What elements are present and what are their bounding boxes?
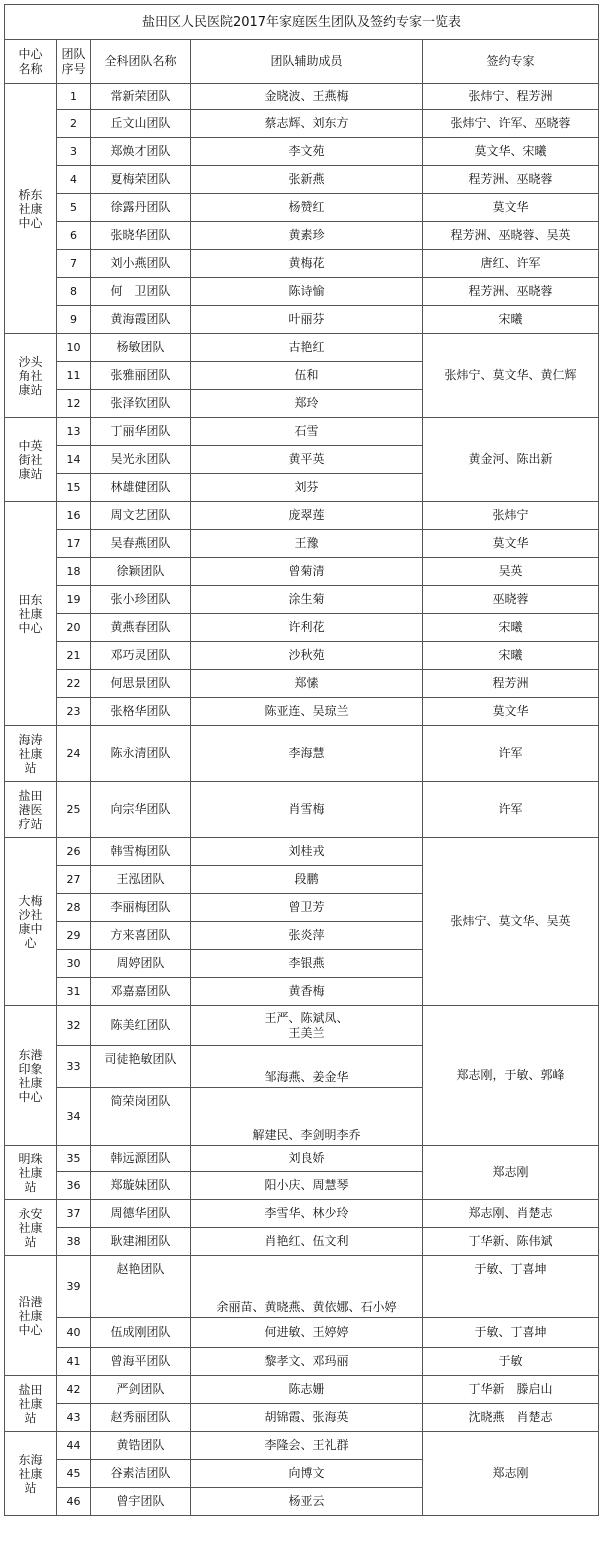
center-name-cell: 盐田 社康 站 — [5, 1376, 57, 1432]
table-row — [5, 1146, 599, 1172]
signed-experts-cell: 于敏、丁喜坤 — [423, 1256, 599, 1318]
team-name-cell: 陈永清团队 — [91, 726, 191, 782]
team-assistants-cell: 李海慧 — [191, 726, 423, 782]
signed-experts-cell: 宋曦 — [423, 306, 599, 334]
signed-experts-cell: 张炜宁、许军、巫晓蓉 — [423, 110, 599, 138]
team-number-cell: 24 — [57, 726, 91, 782]
header-row — [5, 40, 599, 84]
team-number-cell: 13 — [57, 418, 91, 446]
team-number-cell: 36 — [57, 1172, 91, 1200]
team-assistants-cell: 陈志姗 — [191, 1376, 423, 1404]
table-row — [5, 278, 599, 306]
team-assistants-cell: 杨亚云 — [191, 1488, 423, 1516]
team-assistants-cell: 解建民、李剑明李乔 — [191, 1088, 423, 1146]
team-number-cell: 30 — [57, 950, 91, 978]
team-assistants-cell: 刘芬 — [191, 474, 423, 502]
table-row — [5, 138, 599, 166]
signed-experts-cell: 许军 — [423, 726, 599, 782]
team-name-cell: 杨敏团队 — [91, 334, 191, 362]
table-row — [5, 838, 599, 866]
team-number-cell: 42 — [57, 1376, 91, 1404]
table-row — [5, 1200, 599, 1228]
team-name-cell: 谷素洁团队 — [91, 1460, 191, 1488]
team-assistants-cell: 刘良娇 — [191, 1146, 423, 1172]
table-row — [5, 1376, 599, 1404]
signed-experts-cell: 郑志刚，于敏、郭峰 — [423, 1006, 599, 1146]
team-number-cell: 5 — [57, 194, 91, 222]
team-assistants-cell: 郑愫 — [191, 670, 423, 698]
team-number-cell: 2 — [57, 110, 91, 138]
table-row — [5, 1318, 599, 1348]
center-name-cell: 沿港 社康 中心 — [5, 1256, 57, 1376]
team-number-cell: 14 — [57, 446, 91, 474]
signed-experts-cell: 程芳洲、巫晓蓉 — [423, 166, 599, 194]
team-name-cell: 邓巧灵团队 — [91, 642, 191, 670]
team-name-cell: 张泽钦团队 — [91, 390, 191, 418]
team-number-cell: 43 — [57, 1404, 91, 1432]
table-row — [5, 726, 599, 782]
team-assistants-cell: 王严、陈斌凤、 王美兰 — [191, 1006, 423, 1046]
table-row — [5, 1404, 599, 1432]
team-number-cell: 46 — [57, 1488, 91, 1516]
center-name-cell: 海涛 社康 站 — [5, 726, 57, 782]
team-number-cell: 35 — [57, 1146, 91, 1172]
team-name-cell: 韩远源团队 — [91, 1146, 191, 1172]
team-assistants-cell: 肖艳红、伍文利 — [191, 1228, 423, 1256]
team-name-cell: 方来喜团队 — [91, 922, 191, 950]
team-name-cell: 韩雪梅团队 — [91, 838, 191, 866]
team-name-cell: 耿建湘团队 — [91, 1228, 191, 1256]
header-team-name: 全科团队名称 — [91, 40, 191, 84]
team-assistants-cell: 郑玲 — [191, 390, 423, 418]
team-assistants-cell: 张新燕 — [191, 166, 423, 194]
team-name-cell: 夏梅荣团队 — [91, 166, 191, 194]
team-name-cell: 赵秀丽团队 — [91, 1404, 191, 1432]
center-name-cell: 中英 街社 康站 — [5, 418, 57, 502]
team-assistants-cell: 余丽苗、黄晓燕、黄依娜、石小婷 — [191, 1256, 423, 1318]
team-assistants-cell: 蔡志辉、刘东方 — [191, 110, 423, 138]
signed-experts-cell: 程芳洲、巫晓蓉 — [423, 278, 599, 306]
team-number-cell: 45 — [57, 1460, 91, 1488]
team-number-cell: 31 — [57, 978, 91, 1006]
expert-team-table — [4, 4, 599, 1516]
signed-experts-cell: 丁华新、陈伟斌 — [423, 1228, 599, 1256]
signed-experts-cell: 程芳洲、巫晓蓉、吴英 — [423, 222, 599, 250]
team-name-cell: 曾海平团队 — [91, 1348, 191, 1376]
team-number-cell: 40 — [57, 1318, 91, 1348]
signed-experts-cell: 于敏、丁喜坤 — [423, 1318, 599, 1348]
table-row — [5, 110, 599, 138]
signed-experts-cell: 于敏 — [423, 1348, 599, 1376]
team-name-cell: 吴春燕团队 — [91, 530, 191, 558]
table-row — [5, 502, 599, 530]
signed-experts-cell: 宋曦 — [423, 614, 599, 642]
team-assistants-cell: 叶丽芬 — [191, 306, 423, 334]
team-name-cell: 周德华团队 — [91, 1200, 191, 1228]
team-assistants-cell: 曾菊清 — [191, 558, 423, 586]
signed-experts-cell: 莫文华 — [423, 530, 599, 558]
signed-experts-cell: 张炜宁、莫文华、吴英 — [423, 838, 599, 1006]
team-number-cell: 15 — [57, 474, 91, 502]
table-row — [5, 586, 599, 614]
signed-experts-cell: 许军 — [423, 782, 599, 838]
title-row — [5, 5, 599, 40]
center-name-cell: 盐田 港医 疗站 — [5, 782, 57, 838]
team-assistants-cell: 黎孝文、邓玛丽 — [191, 1348, 423, 1376]
center-name-cell: 田东 社康 中心 — [5, 502, 57, 726]
team-number-cell: 18 — [57, 558, 91, 586]
team-number-cell: 22 — [57, 670, 91, 698]
team-number-cell: 11 — [57, 362, 91, 390]
team-assistants-cell: 黄香梅 — [191, 978, 423, 1006]
team-number-cell: 27 — [57, 866, 91, 894]
table-row — [5, 642, 599, 670]
header-center-name: 中心 名称 — [5, 40, 57, 84]
table-row — [5, 334, 599, 362]
signed-experts-cell: 巫晓蓉 — [423, 586, 599, 614]
team-number-cell: 17 — [57, 530, 91, 558]
signed-experts-cell: 郑志刚 — [423, 1146, 599, 1200]
team-number-cell: 8 — [57, 278, 91, 306]
team-assistants-cell: 杨赞红 — [191, 194, 423, 222]
team-number-cell: 32 — [57, 1006, 91, 1046]
team-number-cell: 12 — [57, 390, 91, 418]
team-assistants-cell: 石雪 — [191, 418, 423, 446]
team-number-cell: 39 — [57, 1256, 91, 1318]
team-assistants-cell: 伍和 — [191, 362, 423, 390]
team-assistants-cell: 曾卫芳 — [191, 894, 423, 922]
table-title: 盐田区人民医院2017年家庭医生团队及签约专家一览表 — [5, 5, 599, 40]
team-name-cell: 向宗华团队 — [91, 782, 191, 838]
team-number-cell: 34 — [57, 1088, 91, 1146]
center-name-cell: 大梅 沙社 康中 心 — [5, 838, 57, 1006]
center-name-cell: 沙头 角社 康站 — [5, 334, 57, 418]
team-name-cell: 刘小燕团队 — [91, 250, 191, 278]
signed-experts-cell: 莫文华 — [423, 698, 599, 726]
center-name-cell: 东海 社康 站 — [5, 1432, 57, 1516]
team-number-cell: 41 — [57, 1348, 91, 1376]
team-name-cell: 丁丽华团队 — [91, 418, 191, 446]
team-name-cell: 周文艺团队 — [91, 502, 191, 530]
signed-experts-cell: 宋曦 — [423, 642, 599, 670]
team-name-cell: 吴光永团队 — [91, 446, 191, 474]
signed-experts-cell: 唐红、许军 — [423, 250, 599, 278]
team-name-cell: 张格华团队 — [91, 698, 191, 726]
team-name-cell: 简荣岗团队 — [91, 1088, 191, 1146]
center-name-cell: 桥东 社康 中心 — [5, 84, 57, 334]
team-assistants-cell: 黄梅花 — [191, 250, 423, 278]
team-name-cell: 司徒艳敏团队 — [91, 1046, 191, 1088]
team-number-cell: 33 — [57, 1046, 91, 1088]
team-name-cell: 郑焕才团队 — [91, 138, 191, 166]
team-assistants-cell: 陈诗愉 — [191, 278, 423, 306]
team-assistants-cell: 王豫 — [191, 530, 423, 558]
signed-experts-cell: 丁华新 滕启山 — [423, 1376, 599, 1404]
signed-experts-cell: 郑志刚 — [423, 1432, 599, 1516]
team-assistants-cell: 阳小庆、周慧琴 — [191, 1172, 423, 1200]
signed-experts-cell: 郑志刚、肖楚志 — [423, 1200, 599, 1228]
team-name-cell: 徐露丹团队 — [91, 194, 191, 222]
team-number-cell: 28 — [57, 894, 91, 922]
signed-experts-cell: 张炜宁 — [423, 502, 599, 530]
team-name-cell: 郑璇妹团队 — [91, 1172, 191, 1200]
table-row — [5, 194, 599, 222]
signed-experts-cell: 莫文华、宋曦 — [423, 138, 599, 166]
signed-experts-cell: 程芳洲 — [423, 670, 599, 698]
signed-experts-cell: 吴英 — [423, 558, 599, 586]
signed-experts-cell: 张炜宁、莫文华、黄仁辉 — [423, 334, 599, 418]
team-assistants-cell: 向博文 — [191, 1460, 423, 1488]
team-number-cell: 26 — [57, 838, 91, 866]
signed-experts-cell: 张炜宁、程芳洲 — [423, 84, 599, 110]
team-assistants-cell: 李雪华、林少玲 — [191, 1200, 423, 1228]
team-assistants-cell: 李银燕 — [191, 950, 423, 978]
team-name-cell: 张晓华团队 — [91, 222, 191, 250]
header-team-no: 团队 序号 — [57, 40, 91, 84]
team-assistants-cell: 许利花 — [191, 614, 423, 642]
team-name-cell: 严剑团队 — [91, 1376, 191, 1404]
table-row — [5, 670, 599, 698]
team-name-cell: 张小珍团队 — [91, 586, 191, 614]
team-assistants-cell: 陈亚连、吴琼兰 — [191, 698, 423, 726]
team-name-cell: 徐颖团队 — [91, 558, 191, 586]
team-assistants-cell: 庞翠莲 — [191, 502, 423, 530]
team-assistants-cell: 沙秋苑 — [191, 642, 423, 670]
table-row — [5, 558, 599, 586]
team-name-cell: 陈美红团队 — [91, 1006, 191, 1046]
signed-experts-cell: 沈晓燕 肖楚志 — [423, 1404, 599, 1432]
table-row — [5, 614, 599, 642]
table-row — [5, 1348, 599, 1376]
table-row — [5, 782, 599, 838]
team-assistants-cell: 涂生菊 — [191, 586, 423, 614]
table-row — [5, 1432, 599, 1460]
team-name-cell: 黄燕春团队 — [91, 614, 191, 642]
team-assistants-cell: 古艳红 — [191, 334, 423, 362]
team-name-cell: 何思景团队 — [91, 670, 191, 698]
team-assistants-cell: 黄平英 — [191, 446, 423, 474]
center-name-cell: 明珠 社康 站 — [5, 1146, 57, 1200]
team-number-cell: 38 — [57, 1228, 91, 1256]
team-name-cell: 何 卫团队 — [91, 278, 191, 306]
table-row — [5, 698, 599, 726]
table-row — [5, 166, 599, 194]
team-number-cell: 21 — [57, 642, 91, 670]
team-assistants-cell: 何进敏、王婷婷 — [191, 1318, 423, 1348]
team-number-cell: 4 — [57, 166, 91, 194]
team-name-cell: 伍成刚团队 — [91, 1318, 191, 1348]
header-experts: 签约专家 — [423, 40, 599, 84]
table-row — [5, 222, 599, 250]
team-assistants-cell: 刘桂戎 — [191, 838, 423, 866]
table-row — [5, 418, 599, 446]
signed-experts-cell: 黄金河、陈出新 — [423, 418, 599, 502]
team-assistants-cell: 李文苑 — [191, 138, 423, 166]
team-number-cell: 19 — [57, 586, 91, 614]
team-assistants-cell: 肖雪梅 — [191, 782, 423, 838]
team-number-cell: 20 — [57, 614, 91, 642]
team-name-cell: 常新荣团队 — [91, 84, 191, 110]
team-name-cell: 丘文山团队 — [91, 110, 191, 138]
team-name-cell: 黄海霞团队 — [91, 306, 191, 334]
team-name-cell: 周婷团队 — [91, 950, 191, 978]
team-number-cell: 37 — [57, 1200, 91, 1228]
table-row — [5, 1256, 599, 1318]
team-assistants-cell: 金晓波、王燕梅 — [191, 84, 423, 110]
table-row — [5, 306, 599, 334]
team-assistants-cell: 李隆会、王礼群 — [191, 1432, 423, 1460]
team-number-cell: 10 — [57, 334, 91, 362]
team-assistants-cell: 黄素珍 — [191, 222, 423, 250]
team-assistants-cell: 段鹏 — [191, 866, 423, 894]
team-name-cell: 李丽梅团队 — [91, 894, 191, 922]
team-number-cell: 23 — [57, 698, 91, 726]
team-number-cell: 6 — [57, 222, 91, 250]
team-name-cell: 赵艳团队 — [91, 1256, 191, 1318]
team-assistants-cell: 邹海燕、姜金华 — [191, 1046, 423, 1088]
center-name-cell: 永安 社康 站 — [5, 1200, 57, 1256]
team-number-cell: 29 — [57, 922, 91, 950]
team-number-cell: 16 — [57, 502, 91, 530]
team-number-cell: 1 — [57, 84, 91, 110]
team-name-cell: 曾宇团队 — [91, 1488, 191, 1516]
team-name-cell: 林雄健团队 — [91, 474, 191, 502]
table-row — [5, 1228, 599, 1256]
team-assistants-cell: 张炎萍 — [191, 922, 423, 950]
team-name-cell: 张雅丽团队 — [91, 362, 191, 390]
team-assistants-cell: 胡锦霞、张海英 — [191, 1404, 423, 1432]
center-name-cell: 东港 印象 社康 中心 — [5, 1006, 57, 1146]
table-row — [5, 530, 599, 558]
signed-experts-cell: 莫文华 — [423, 194, 599, 222]
header-assistants: 团队辅助成员 — [191, 40, 423, 84]
table-row — [5, 84, 599, 110]
team-number-cell: 3 — [57, 138, 91, 166]
team-number-cell: 44 — [57, 1432, 91, 1460]
team-name-cell: 黄锆团队 — [91, 1432, 191, 1460]
team-number-cell: 7 — [57, 250, 91, 278]
team-number-cell: 9 — [57, 306, 91, 334]
team-name-cell: 邓嘉嘉团队 — [91, 978, 191, 1006]
team-number-cell: 25 — [57, 782, 91, 838]
team-name-cell: 王泓团队 — [91, 866, 191, 894]
table-row — [5, 1006, 599, 1046]
table-row — [5, 250, 599, 278]
